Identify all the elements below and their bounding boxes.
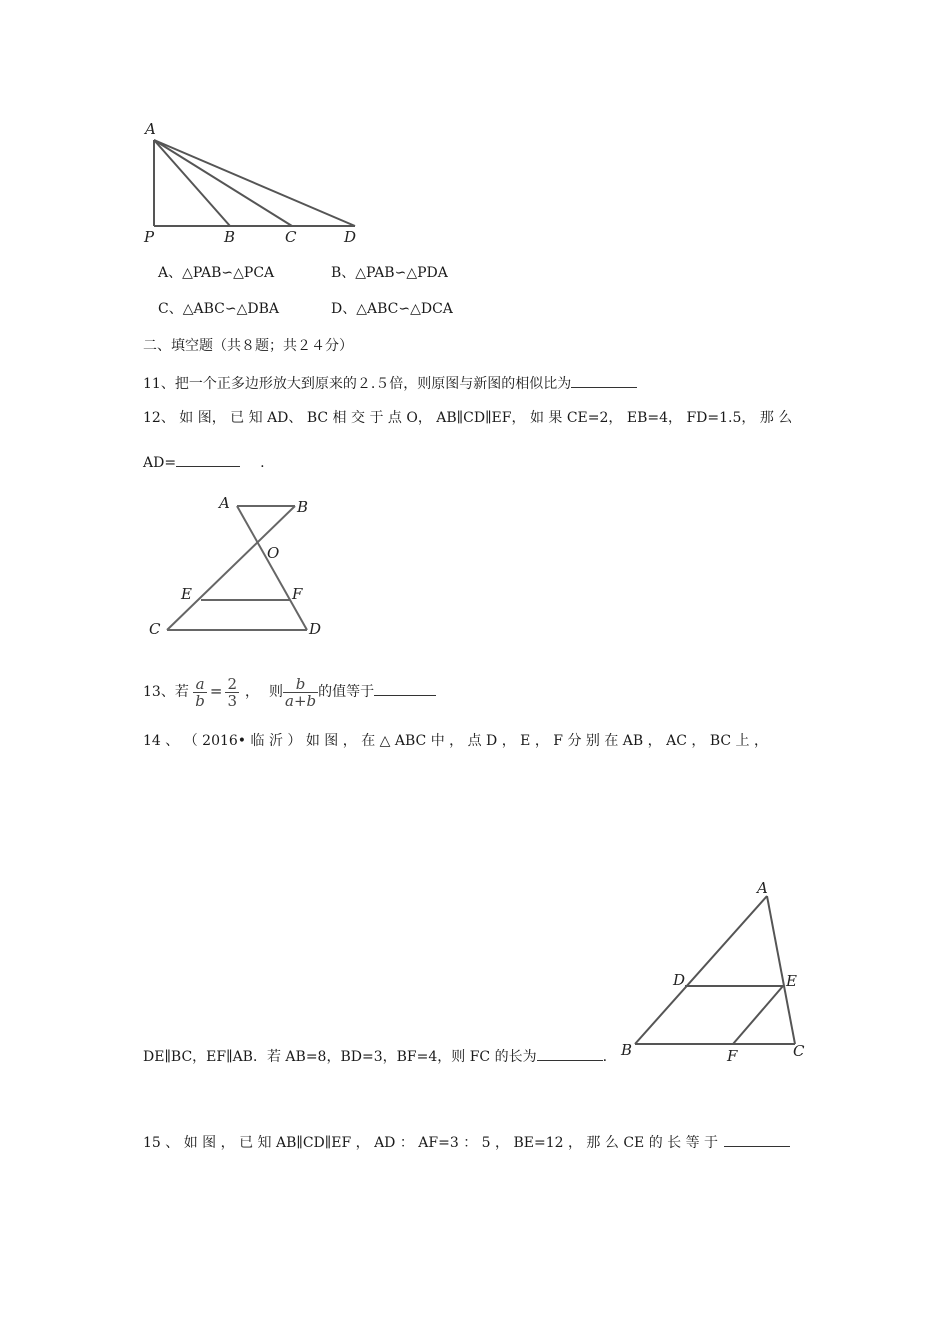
label-b: B: [224, 228, 236, 246]
label-b: B: [297, 498, 309, 516]
label-a: A: [145, 120, 156, 138]
option-c: C、△ABC∽△DBA: [158, 301, 279, 317]
option-b: B、△PAB∽△PDA: [331, 265, 448, 281]
question-15: [143, 1132, 790, 1152]
figure-triangle-abc-def: [615, 878, 815, 1068]
frac1-den: b: [195, 691, 205, 710]
label-c: C: [793, 1042, 805, 1060]
question-15-text: 15 、 如 图 ， 已 知 AB∥CD∥EF ， AD ： AF=3 ： 5 ， BE=12 ， 那 么 CE 的 长 等 于: [143, 1135, 719, 1151]
option-d: D、△ABC∽△DCA: [331, 301, 453, 317]
label-e: E: [786, 972, 797, 990]
label-f: F: [292, 585, 303, 603]
answer-blank-13[interactable]: [374, 681, 436, 696]
label-c: C: [285, 228, 297, 246]
fraction-a-over-b: [193, 676, 207, 709]
option-a: A、△PAB∽△PCA: [158, 265, 275, 281]
frac3-num: b: [295, 674, 306, 693]
figure-parallel-lines-o: [145, 488, 345, 648]
question-12-line2: [143, 452, 265, 472]
answer-blank-11[interactable]: [571, 373, 637, 388]
label-a: A: [757, 879, 768, 897]
frac2-num: 2: [227, 674, 238, 693]
equals-sign: =: [209, 682, 223, 700]
frac1-num: a: [195, 674, 205, 693]
question-13-prefix: 13、若: [143, 684, 189, 700]
question-14-text: DE∥BC，EF∥AB．若 AB=8，BD=3，BF=4，则 FC 的长为: [143, 1049, 537, 1065]
label-e: E: [181, 585, 192, 603]
question-13-then: 则: [269, 684, 284, 700]
section-title: 二、填空题（共８题；共２４分）: [143, 338, 353, 354]
label-f: F: [727, 1047, 738, 1065]
question-13-suffix: 的值等于: [318, 684, 375, 700]
frac2-den: 3: [227, 691, 238, 710]
question-12-suffix: .: [260, 455, 265, 471]
question-12-prefix: AD=: [143, 455, 177, 471]
question-14-line2: [143, 1046, 607, 1066]
label-c: C: [149, 620, 161, 638]
answer-blank-15[interactable]: [724, 1132, 790, 1147]
figure-triangle-pabcd: [140, 118, 370, 253]
label-o: O: [267, 544, 280, 562]
question-11: [143, 373, 637, 393]
question-14-suffix: .: [602, 1049, 608, 1065]
question-13: [143, 670, 436, 712]
label-d: D: [344, 228, 357, 246]
label-d: D: [309, 620, 322, 638]
fraction-b-over-a-plus-b: [283, 676, 318, 709]
label-p: P: [144, 228, 155, 246]
frac3-den: a+b: [285, 691, 317, 710]
question-11-text: 11、把一个正多边形放大到原来的２.５倍，则原图与新图的相似比为: [143, 376, 572, 392]
question-12-line1: 12、 如 图， 已 知 AD、 BC 相 交 于 点 O， AB∥CD∥EF， 如 果 CE=2， EB=4， FD=1.5， 那 么: [143, 410, 793, 426]
answer-blank-14[interactable]: [537, 1046, 603, 1061]
label-a: A: [219, 494, 230, 512]
answer-blank-12[interactable]: [176, 452, 240, 467]
comma: ，: [245, 684, 260, 700]
question-14-line1: 14 、 （ 2016• 临 沂 ） 如 图 ， 在 △ ABC 中 ， 点 D ， E ， F 分 别 在 AB ， AC ， BC 上 ，: [143, 733, 768, 749]
label-b: B: [621, 1041, 633, 1059]
fraction-2-over-3: [225, 676, 239, 709]
label-d: D: [673, 971, 686, 989]
